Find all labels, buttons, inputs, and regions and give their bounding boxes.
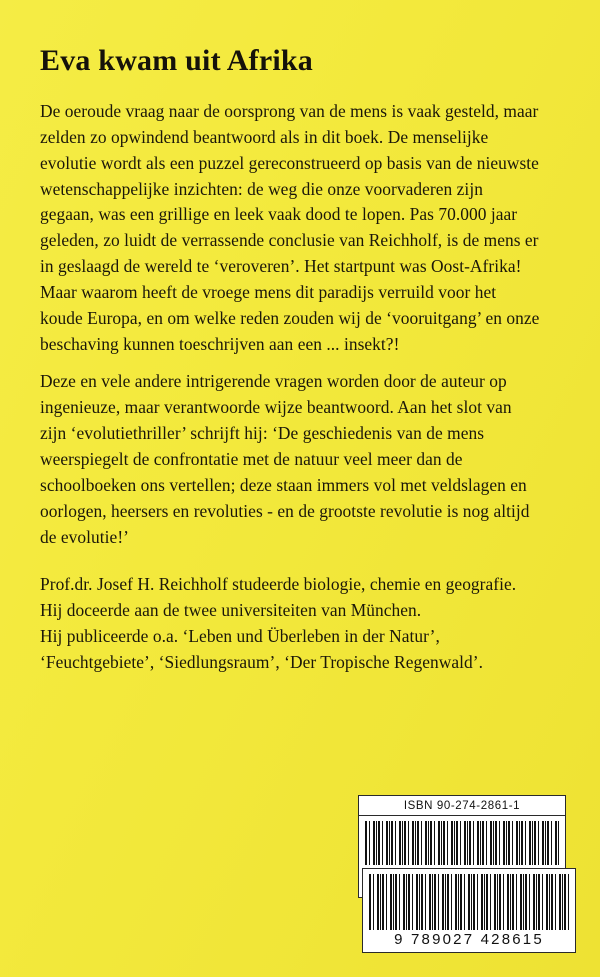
- barcode-digits-secondary: 9 789027 428615: [394, 931, 544, 948]
- page-title: Eva kwam uit Afrika: [40, 44, 313, 77]
- blurb-paragraph-1: De oeroude vraag naar de oorsprong van de mens is vaak gesteld, maar zelden zo opwindend beantwoord als in dit boek. De menselijke evolutie wordt als een puzzel gereconstrueerd op basis van de nieuwste wetenschappelijke inzichten: de weg die onze voorvaderen zijn gegaan, was een grillige en leek vaak dood te lopen. Pas 70.000 jaar geleden, zo luidt de verrassende conclusie van Reichholf, is de mens er in geslaagd de wereld te ‘veroveren’. Het startpunt was Oost-Afrika! Maar waarom heeft de vroege mens dit paradijs verruild voor het koude Europa, en om welke reden zouden wij de ‘vooruitgang’ en onze beschaving kunnen toeschrijven aan een ... insekt?!: [40, 101, 540, 354]
- author-works-paragraph: Hij publiceerde o.a. ‘Leben und Überleben in der Natur’, ‘Feuchtgebiete’, ‘Siedlungsraum’, ‘Der Tropische Regenwald’.: [40, 626, 483, 672]
- barcode-bars-icon: [365, 821, 559, 865]
- isbn-label: ISBN 90-274-2861-1: [358, 795, 566, 815]
- barcode-panel-secondary: [362, 868, 576, 953]
- blurb-paragraph-2: Deze en vele andere intrigerende vragen worden door de auteur op ingenieuze, maar verantwoorde wijze beantwoord. Aan het slot van zijn ‘evolutiethriller’ schrijft hij: ‘De geschiedenis van de mens weerspiegelt de confrontatie met de natuur veel meer dan de schoolboeken ons vertellen; deze staan immers vol met veldslagen en oorlogen, heersers en revoluties - en de grootste revolutie is nog altijd de evolutie!’: [40, 371, 530, 547]
- barcode-bars-secondary-icon: [369, 874, 569, 930]
- cover-text-block: [40, 44, 540, 688]
- paragraph-spacer: [40, 562, 540, 572]
- author-bio-paragraph: Prof.dr. Josef H. Reichholf studeerde biologie, chemie en geografie. Hij doceerde aan de twee universiteiten van München.: [40, 574, 517, 621]
